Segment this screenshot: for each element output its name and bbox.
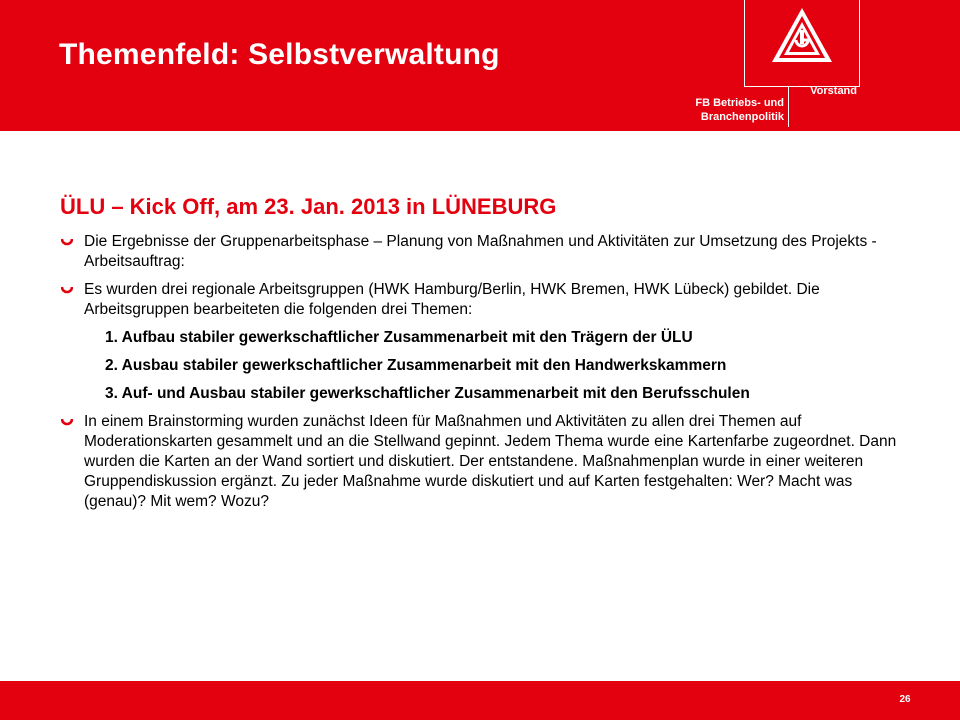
page-title: Themenfeld: Selbstverwaltung [59,38,500,71]
topic-item: 1. Aufbau stabiler gewerkschaftlicher Zusammenarbeit mit den Trägern der ÜLU [105,329,693,346]
bullet-item [60,232,900,272]
header-divider [788,86,789,127]
topic-item: 2. Ausbau stabiler gewerkschaftlicher Zusammenarbeit mit den Handwerkskammern [105,357,727,374]
igm-logo-icon [744,0,860,87]
footer-bar [0,681,960,720]
department-label [664,96,784,124]
slide-content [60,194,900,520]
bullet-text: Es wurden drei regionale Arbeitsgruppen (HWK Hamburg/Berlin, HWK Bremen, HWK Lübeck) gebildet. Die Arbeitsgruppen bearbeiteten die folgenden drei Themen: [84,281,820,318]
board-label: Vorstand [810,85,857,97]
slide-subtitle: ÜLU – Kick Off, am 23. Jan. 2013 in LÜNEBURG [60,194,557,219]
red-arc-bullet-icon [61,417,73,427]
page-number: 26 [899,694,911,705]
department-line-2: Branchenpolitik [700,111,784,123]
topic-list [60,328,900,404]
bullet-text: In einem Brainstorming wurden zunächst Ideen für Maßnahmen und Aktivitäten zu allen drei Themen auf Moderationskarten gesammelt und an die Stellwand gepinnt. Jedem Thema wurde eine Kartenfarbe zugeordnet. Dann wurden die Karten an der Wand sortiert und diskutiert. Der entstandene. Maßnahmenplan wurde in einer weiteren Gruppendiskussion ergänzt. Zu jeder Maßnahme wurde diskutiert und auf Karten festgehalten: Wer? Macht was (genau)? Mit wem? Wozu? [84,413,897,510]
bullet-item [60,280,900,404]
bullet-item [60,412,900,512]
bullet-text: Die Ergebnisse der Gruppenarbeitsphase – Planung von Maßnahmen und Aktivitäten zur Umsetzung des Projekts - Arbeitsauftrag: [84,233,877,270]
header-bar [0,0,960,131]
red-arc-bullet-icon [61,237,73,247]
red-arc-bullet-icon [61,285,73,295]
department-line-1: FB Betriebs- und [695,97,784,109]
topic-item: 3. Auf- und Ausbau stabiler gewerkschaftlicher Zusammenarbeit mit den Berufsschulen [105,385,750,402]
